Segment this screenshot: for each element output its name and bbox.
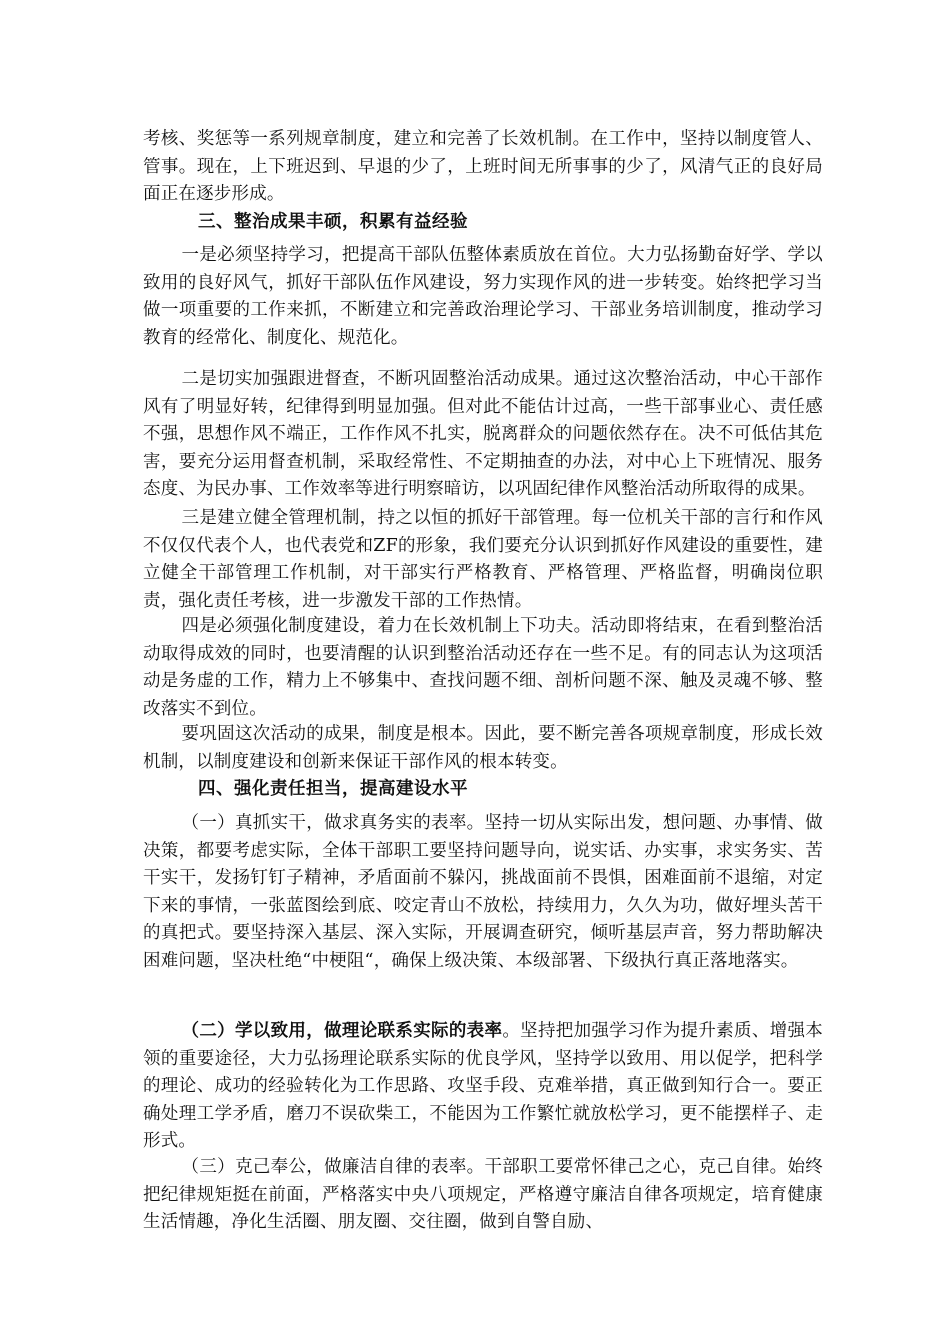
paragraph-3-4: 四是必须强化制度建设，着力在长效机制上下功夫。活动即将结束，在看到整治活动取得成效的同时，也要清醒的认识到整治活动还存在一些不足。有的同志认为这项活动是务虚的工作，精力上不够集中、查找问题不细、剖析问题不深、触及灵魂不够、整改落实不到位。	[143, 616, 823, 719]
section-heading-4: 四、强化责任担当，提高建设水平	[198, 779, 468, 799]
section-heading-3: 三、整治成果丰硕，积累有益经验	[198, 212, 468, 232]
paragraph-3-2: 二是切实加强跟进督查，不断巩固整治活动成果。通过这次整治活动，中心干部作风有了明显好转，纪律得到明显加强。但对此不能估计过高，一些干部事业心、责任感不强，思想作风不端正，工作作风不扎实，脱离群众的问题依然存在。决不可低估其危害，要充分运用督查机制，采取经常性、不定期抽查的办法，对中心上下班情况、服务态度、为民办事、工作效率等进行明察暗访，以巩固纪律作风整治活动所取得的成果。	[143, 369, 823, 499]
paragraph-4-2-lead: （二）学以致用，做理论联系实际的表率	[181, 1021, 503, 1041]
paragraph-4-2	[143, 1018, 823, 1156]
paragraph-4-3: （三）克己奉公，做廉洁自律的表率。干部职工要常怀律己之心，克己自律。始终把纪律规矩挺在前面，严格落实中央八项规定，严格遵守廉洁自律各项规定，培育健康生活情趣，净化生活圈、朋友圈、交往圈，做到自警自励、	[143, 1157, 823, 1232]
paragraph-3-3: 三是建立健全管理机制，持之以恒的抓好干部管理。每一位机关干部的言行和作风不仅仅代表个人，也代表党和ZF的形象，我们要充分认识到抓好作风建设的重要性，建立健全干部管理工作机制，对干部实行严格教育、严格管理、严格监督，明确岗位职责，强化责任考核，进一步激发干部的工作热情。	[143, 508, 823, 611]
paragraph-3-1: 一是必须坚持学习，把提高干部队伍整体素质放在首位。大力弘扬勤奋好学、学以致用的良好风气，抓好干部队伍作风建设，努力实现作风的进一步转变。始终把学习当做一项重要的工作来抓，不断建立和完善政治理论学习、干部业务培训制度，推动学习教育的经常化、制度化、规范化。	[143, 245, 823, 348]
paragraph-4-1: （一）真抓实干，做求真务实的表率。坚持一切从实际出发，想问题、办事情、做决策，都要考虑实际，全体干部职工要坚持问题导向，说实话、办实事，求实务实、苦干实干，发扬钉钉子精神，矛盾面前不躲闪，挑战面前不畏惧，困难面前不退缩，对定下来的事情，一张蓝图绘到底、咬定青山不放松，持续用力，久久为功，做好埋头苦干的真把式。要坚持深入基层、深入实际，开展调查研究，倾听基层声音，努力帮助解决困难问题，坚决杜绝“中梗阻“，确保上级决策、本级部署、下级执行真正落地落实。	[143, 813, 823, 971]
paragraph-intro: 考核、奖惩等一系列规章制度，建立和完善了长效机制。在工作中，坚持以制度管人、管事。现在，上下班迟到、早退的少了，上班时间无所事事的少了，风清气正的良好局面正在逐步形成。	[143, 129, 823, 204]
paragraph-3-5: 要巩固这次活动的成果，制度是根本。因此，要不断完善各项规章制度，形成长效机制，以制度建设和创新来保证干部作风的根本转变。	[143, 724, 823, 772]
paragraph-4-2-body: 。坚持把加强学习作为提升素质、增强本领的重要途径，大力弘扬理论联系实际的优良学风，坚持学以致用、用以促学，把科学的理论、成功的经验转化为工作思路、攻坚手段、克难举措，真正做到知行合一。要正确处理工学矛盾，磨刀不误砍柴工，不能因为工作繁忙就放松学习，更不能摆样子、走形式。	[143, 1021, 823, 1151]
